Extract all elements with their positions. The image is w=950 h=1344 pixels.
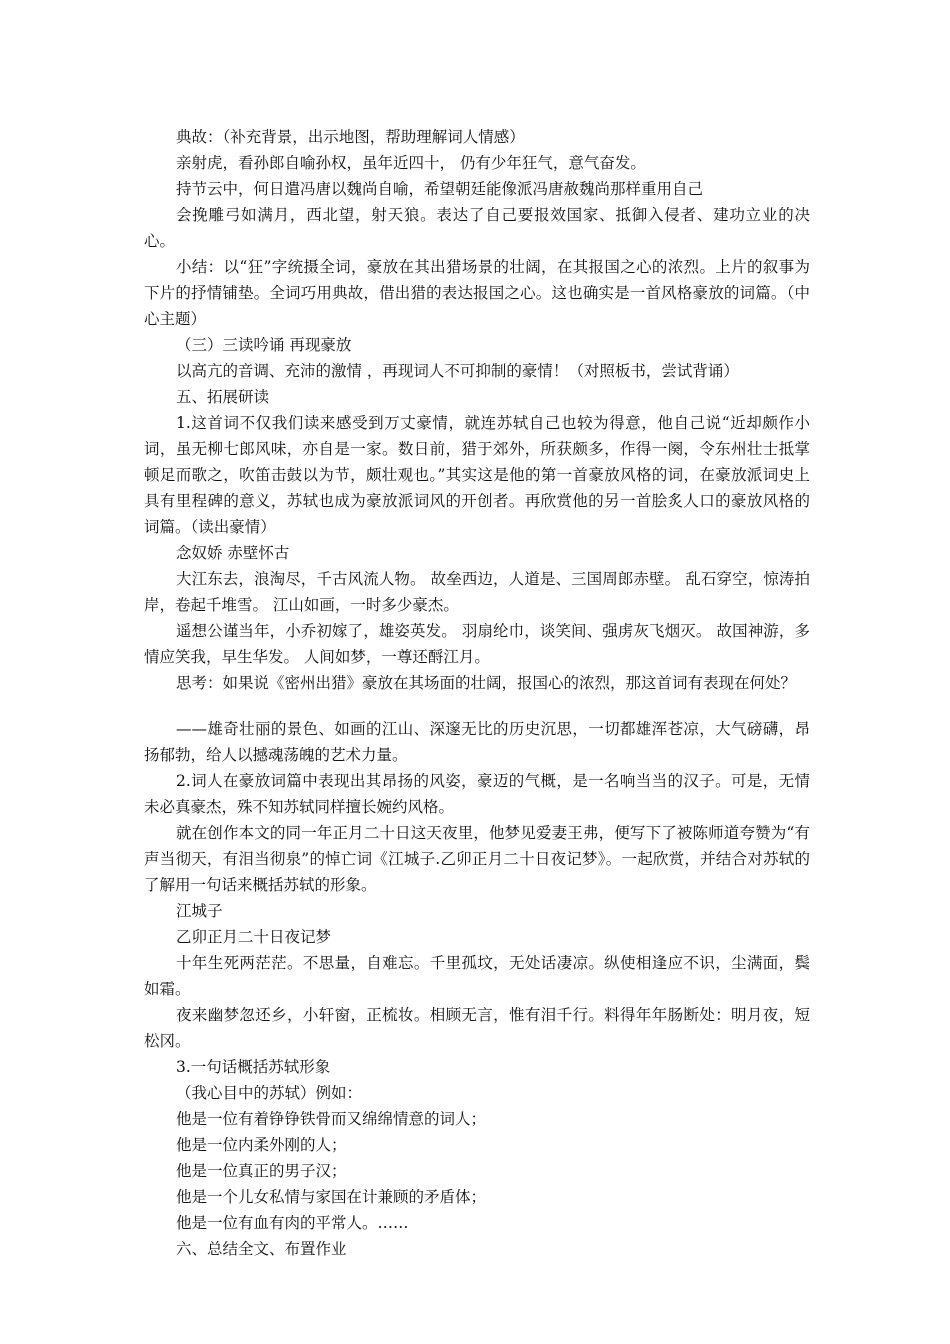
section-third-reading: （三）三读吟诵 再现豪放 — [176, 336, 352, 354]
paragraph-allusion-1: 亲射虎，看孙郎自喻孙权，虽年近四十， 仍有少年狂气，意气奋发。 — [176, 154, 646, 172]
section-extended-reading: 五、拓展研读 — [176, 388, 270, 406]
list-item: 他是一位有着铮铮铁骨而又绵绵情意的词人； — [176, 1110, 487, 1128]
poem-subtitle: 乙卯正月二十日夜记梦 — [176, 928, 332, 946]
paragraph-allusion-heading: 典故：（补充背景，出示地图，帮助理解词人情感） — [176, 128, 525, 146]
paragraph-point-2: 2.词人在豪放词篇中表现出其昂扬的风姿，豪迈的气概，是一名响当当的汉子。可是，无情未必真豪杰，殊不知苏轼同样擅长婉约风格。 — [144, 772, 810, 816]
paragraph-background: 就在创作本文的同一年正月二十日这天夜里，他梦见爱妻王弗，便写下了被陈师道夸赞为“有声当彻天，有泪当彻泉”的悼亡词《江城子.乙卯正月二十日夜记梦》。一起欣赏，并结合对苏轼的了解用一句话来概括苏轼的形象。 — [144, 824, 810, 894]
paragraph-question: 思考：如果说《密州出猎》豪放在其场面的壮阔，报国心的浓烈，那这首词有表现在何处？ — [176, 674, 797, 692]
list-item: 他是一位真正的男子汉； — [176, 1162, 347, 1180]
list-item: 他是一个儿女私情与家国在计兼顾的矛盾体； — [176, 1188, 487, 1206]
list-item: 他是一位内柔外刚的人； — [176, 1136, 347, 1154]
poem-title-jiangchengzi: 江城子 — [176, 902, 223, 920]
poem-stanza-4: 夜来幽梦忽还乡，小轩窗，正梳妆。相顾无言，惟有泪千行。料得年年肠断处：明月夜，短松冈。 — [144, 1006, 810, 1050]
document-body — [144, 124, 810, 1262]
poem-stanza-1: 大江东去，浪淘尽，千古风流人物。 故垒西边，人道是、三国周郎赤壁。 乱石穿空，惊涛拍岸，卷起千堆雪。 江山如画，一时多少豪杰。 — [144, 570, 810, 614]
paragraph-allusion-3: 会挽雕弓如满月，西北望，射天狼。表达了自己要报效国家、抵御入侵者、建功立业的决心。 — [144, 206, 810, 250]
list-item: 他是一位有血有肉的平常人。…… — [176, 1214, 409, 1232]
poem-title-niannujiao: 念奴娇 赤壁怀古 — [176, 544, 290, 562]
paragraph-example-intro: （我心目中的苏轼）例如： — [176, 1084, 363, 1102]
paragraph-allusion-2: 持节云中，何日遣冯唐以魏尚自喻，希望朝廷能像派冯唐赦魏尚那样重用自己 — [176, 180, 704, 198]
paragraph-point-1: 1.这首词不仅我们读来感受到万丈豪情，就连苏轼自己也较为得意，他自己说“近却颇作小词，虽无柳七郎风味，亦自是一家。数日前，猎于郊外，所获颇多，作得一阕，令东州壮士抵掌顿足而歌之，吹笛击鼓以为节，颇壮观也。”其实这是他的第一首豪放风格的词，在豪放派词史上具有里程碑的意义，苏轼也成为豪放派词风的开创者。再欣赏他的另一首脍炙人口的豪放风格的词篇。（读出豪情） — [144, 414, 810, 536]
poem-stanza-3: 十年生死两茫茫。不思量，自难忘。千里孤坟，无处话凄凉。纵使相逢应不识，尘满面，鬓如霜。 — [144, 954, 810, 998]
paragraph-point-3: 3.一句话概括苏轼形象 — [176, 1058, 331, 1076]
paragraph-recitation: 以高亢的音调、充沛的激情 ，再现词人不可抑制的豪情！（对照板书，尝试背诵） — [176, 362, 739, 380]
paragraph-summary: 小结：以“狂”字统摄全词，豪放在其出猎场景的壮阔，在其报国之心的浓烈。上片的叙事为下片的抒情铺垫。全词巧用典故，借出猎的表达报国之心。这也确实是一首风格豪放的词篇。（中心主题） — [144, 258, 810, 328]
section-summary-homework: 六、总结全文、布置作业 — [176, 1240, 347, 1258]
poem-stanza-2: 遥想公谨当年，小乔初嫁了，雄姿英发。 羽扇纶巾，谈笑间、强虏灰飞烟灭。 故国神游，多情应笑我，早生华发。 人间如梦，一尊还酹江月。 — [144, 622, 810, 666]
paragraph-answer: ——雄奇壮丽的景色、如画的江山、深邃无比的历史沉思，一切都雄浑苍凉，大气磅礴，昂扬郁勃，给人以撼魂荡魄的艺术力量。 — [144, 720, 810, 764]
